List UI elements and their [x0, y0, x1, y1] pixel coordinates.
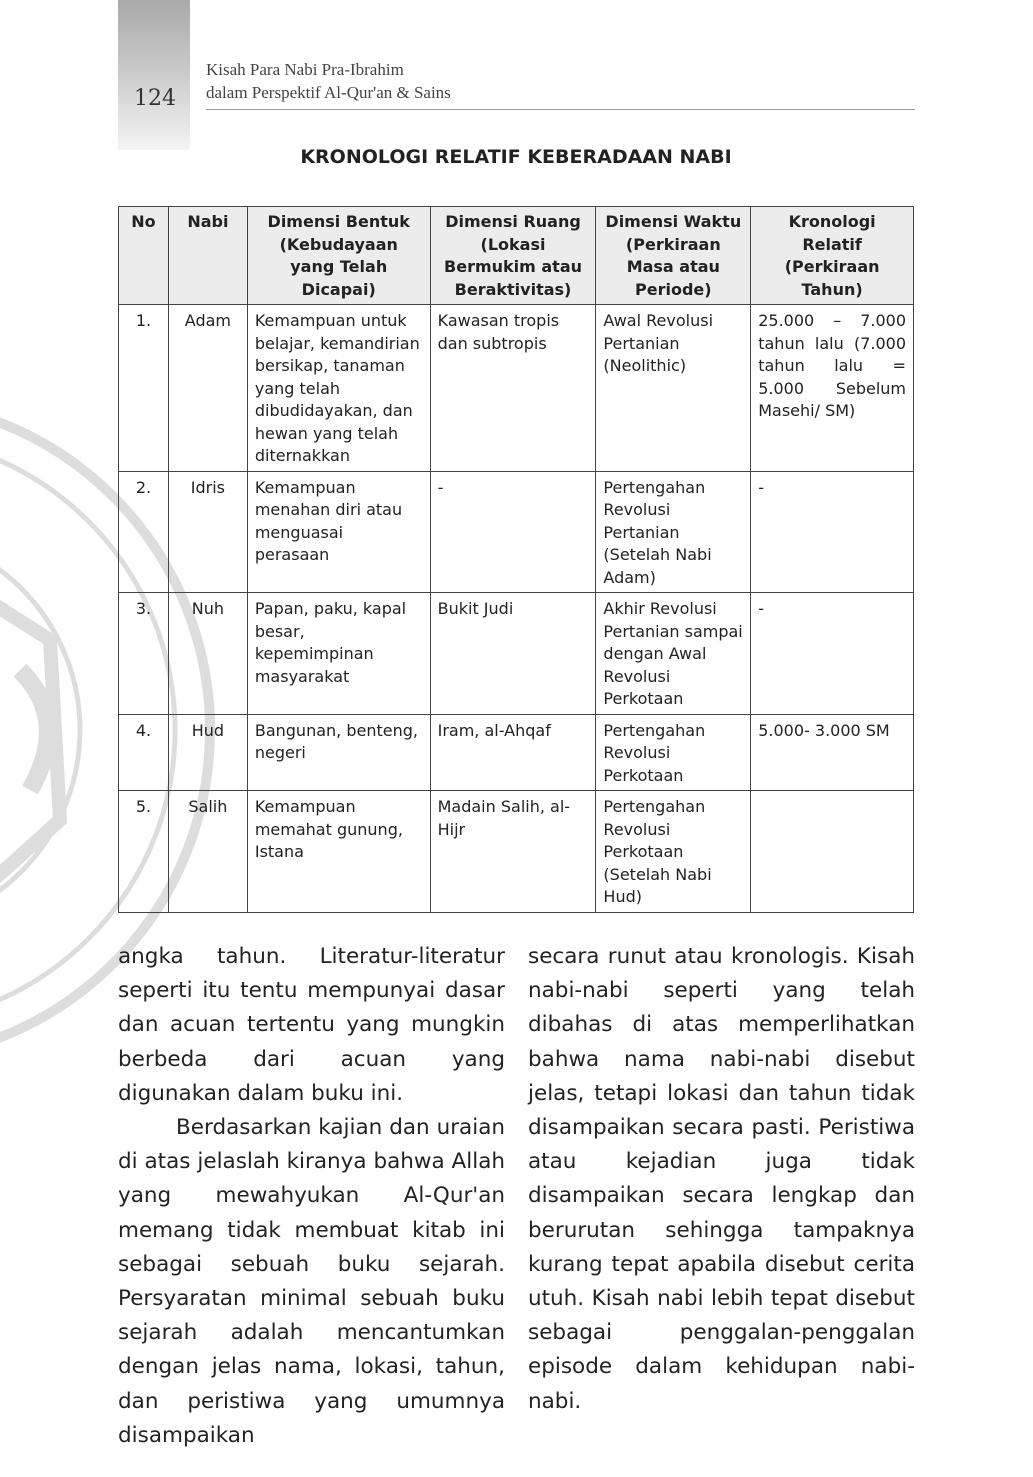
book-title-line2: dalam Perspektif Al-Qur'an & Sains — [206, 83, 451, 102]
header-dimensi-ruang: Dimensi Ruang (Lokasi Bermukim atau Beraktivitas) — [430, 207, 596, 305]
cell-kronologi: - — [751, 471, 914, 593]
header-dimensi-waktu: Dimensi Waktu (Perkiraan Masa atau Periode) — [596, 207, 751, 305]
header-rule — [206, 109, 915, 110]
header-nabi: Nabi — [168, 207, 247, 305]
table-row — [119, 791, 914, 913]
book-title-line1: Kisah Para Nabi Pra-Ibrahim — [206, 60, 404, 79]
cell-bentuk: Kemampuan untuk belajar, kemandirian bersikap, tanaman yang telah dibudidayakan, dan hewan yang telah diternakkan — [247, 305, 430, 472]
cell-kronologi — [751, 791, 914, 913]
cell-no: 1. — [119, 305, 169, 472]
cell-no: 5. — [119, 791, 169, 913]
cell-waktu: Akhir Revolusi Pertanian sampai dengan Awal Revolusi Perkotaan — [596, 593, 751, 715]
cell-no: 2. — [119, 471, 169, 593]
cell-waktu: Pertengahan Revolusi Perkotaan (Setelah Nabi Hud) — [596, 791, 751, 913]
cell-nabi: Nuh — [168, 593, 247, 715]
cell-bentuk: Bangunan, benteng, negeri — [247, 714, 430, 791]
table-row — [119, 714, 914, 791]
running-header — [206, 58, 451, 104]
cell-ruang: Kawasan tropis dan subtropis — [430, 305, 596, 472]
cell-nabi: Salih — [168, 791, 247, 913]
cell-ruang: Madain Salih, al-Hijr — [430, 791, 596, 913]
chronology-table — [118, 206, 914, 913]
cell-nabi: Adam — [168, 305, 247, 472]
cell-no: 3. — [119, 593, 169, 715]
cell-kronologi: - — [751, 593, 914, 715]
paragraph: Berdasarkan kajian dan uraian di atas jelaslah kiranya bahwa Allah yang mewahyukan Al-Qur'an memang tidak membuat kitab ini sebagai sebuah buku sejarah. Persyaratan minimal sebuah buku sejarah adalah mencantumkan dengan jelas nama, lokasi, tahun, dan peristiwa yang umumnya disampaikan — [118, 1115, 505, 1448]
cell-waktu: Awal Revolusi Pertanian (Neolithic) — [596, 305, 751, 472]
cell-bentuk: Kemampuan menahan diri atau menguasai perasaan — [247, 471, 430, 593]
cell-nabi: Hud — [168, 714, 247, 791]
cell-ruang: Iram, al-Ahqaf — [430, 714, 596, 791]
cell-kronologi: 25.000 – 7.000 tahun lalu (7.000 tahun lalu = 5.000 Sebelum Masehi/ SM) — [751, 305, 914, 472]
cell-nabi: Idris — [168, 471, 247, 593]
table-title: KRONOLOGI RELATIF KEBERADAAN NABI — [300, 146, 732, 168]
header-dimensi-bentuk: Dimensi Bentuk (Kebudayaan yang Telah Dicapai) — [247, 207, 430, 305]
table-header-row — [119, 207, 914, 305]
page-number: 124 — [134, 86, 176, 111]
header-no: No — [119, 207, 169, 305]
table-row — [119, 305, 914, 472]
cell-ruang: Bukit Judi — [430, 593, 596, 715]
body-column-left — [118, 940, 505, 1453]
table-row — [119, 593, 914, 715]
page-tab — [118, 0, 190, 150]
cell-waktu: Pertengahan Revolusi Pertanian (Setelah Nabi Adam) — [596, 471, 751, 593]
header-kronologi-relatif: Kronologi Relatif (Perkiraan Tahun) — [751, 207, 914, 305]
body-column-right — [528, 940, 915, 1419]
cell-no: 4. — [119, 714, 169, 791]
cell-kronologi: 5.000- 3.000 SM — [751, 714, 914, 791]
paragraph: secara runut atau kronologis. Kisah nabi-nabi seperti yang telah dibahas di atas memperlihatkan bahwa nama nabi-nabi disebut jelas, tetapi lokasi dan tahun tidak disampaikan secara pasti. Peristiwa atau kejadian juga tidak disampaikan secara lengkap dan berurutan sehingga tampaknya kurang tepat apabila disebut cerita utuh. Kisah nabi lebih tepat disebut sebagai penggalan-penggalan episode dalam kehidupan nabi-nabi. — [528, 944, 915, 1414]
table-row — [119, 471, 914, 593]
cell-bentuk: Papan, paku, kapal besar, kepemimpinan masyarakat — [247, 593, 430, 715]
cell-ruang: - — [430, 471, 596, 593]
cell-waktu: Pertengahan Revolusi Perkotaan — [596, 714, 751, 791]
cell-bentuk: Kemampuan memahat gunung, Istana — [247, 791, 430, 913]
paragraph: angka tahun. Literatur-literatur seperti itu tentu mempunyai dasar dan acuan tertentu yang mungkin berbeda dari acuan yang digunakan dalam buku ini. — [118, 944, 505, 1106]
